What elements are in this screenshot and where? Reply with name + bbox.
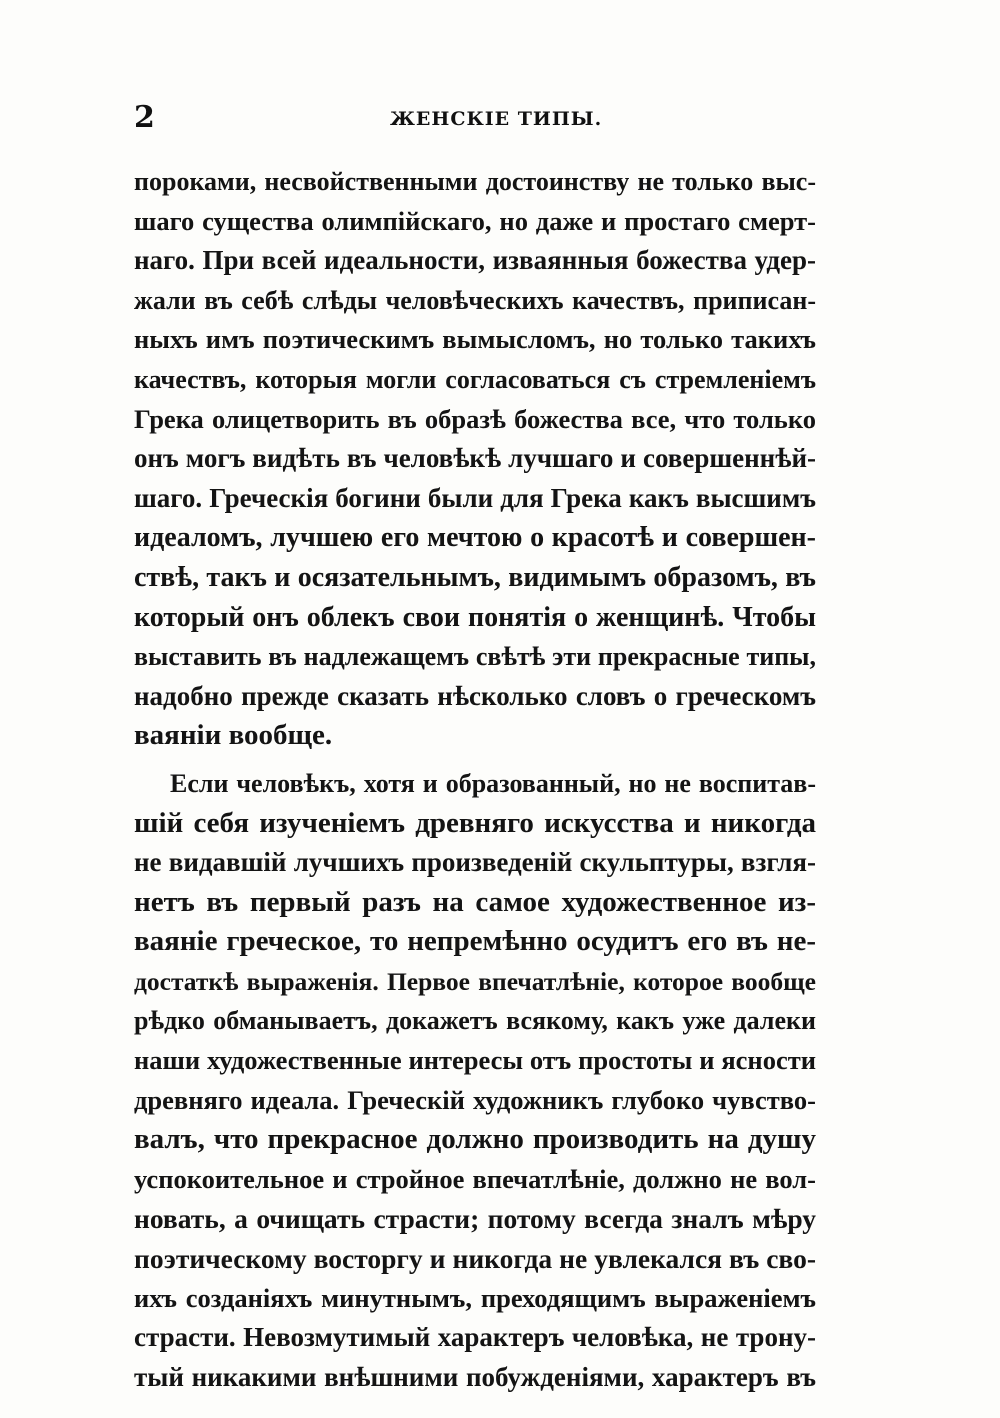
text-line: страсти. Невозмутимый характеръ человѣка, не трону- — [134, 1322, 816, 1353]
text-line: новать, а очищать страсти; потому всегда зналъ мѣру — [134, 1203, 816, 1235]
text-line: Грека олицетворить въ образѣ божества все, что только — [134, 403, 816, 434]
text-line: идеаломъ, лучшею его мечтою о красотѣ и совершен- — [134, 522, 816, 554]
text-line: поэтическому восторгу и никогда не увлекался въ сво- — [134, 1243, 816, 1275]
text-line: шаго. Греческія богини были для Грека какъ высшимъ — [134, 482, 816, 513]
text-line: шаго существа олимпійскаго, но даже и простаго смерт- — [134, 205, 816, 236]
text-line: рѣдко обманываетъ, докажетъ всякому, какъ уже далеки — [134, 1006, 816, 1036]
text-line: Если человѣкъ, хотя и образованный, но не воспитав- — [170, 768, 816, 798]
text-line: надобно прежде сказать нѣсколько словъ о греческомъ — [134, 680, 816, 711]
text-line: валъ, что прекрасное должно производить на душу — [134, 1123, 816, 1156]
text-line: качествъ, которыя могли согласоваться съ стремленіемъ — [134, 364, 816, 394]
text-line: нетъ въ первый разъ на самое художественное из- — [134, 885, 816, 918]
text-line: древняго идеала. Греческій художникъ глубоко чувство- — [134, 1084, 816, 1115]
text-line: шій себя изученіемъ древняго искусства и никогда — [134, 806, 816, 839]
text-line: тый никакими внѣшними побужденіями, характеръ въ — [134, 1361, 816, 1392]
text-line: ваяніи вообще. — [134, 719, 333, 752]
paragraph-gap — [134, 756, 816, 764]
text-line: успокоительное и стройное впечатлѣніе, должно не вол- — [134, 1163, 816, 1194]
text-line: достаткѣ выраженія. Первое впечатлѣніе, которое вообще — [134, 966, 816, 996]
text-line: выставить въ надлежащемъ свѣтѣ эти прекрасные типы, — [134, 642, 816, 672]
text-line: жали въ себѣ слѣды человѣческихъ качествъ, приписан- — [134, 285, 816, 315]
text-line: онъ могъ видѣть въ человѣкѣ лучшаго и совершеннѣй- — [134, 443, 816, 474]
text-line: ваяніе греческое, то непремѣнно осудитъ его въ не- — [134, 925, 816, 958]
body-text — [134, 162, 816, 1397]
page-number: 2 — [134, 100, 155, 135]
text-line: наго. При всей идеальности, изваянныя божества удер- — [134, 245, 816, 276]
text-line: ихъ созданіяхъ минутнымъ, преходящимъ выраженіемъ — [134, 1282, 816, 1313]
text-line: наши художественные интересы отъ простоты и ясности — [134, 1045, 816, 1076]
text-line: не видавшій лучшихъ произведеній скульптуры, взгля- — [134, 847, 816, 878]
text-line: ныхъ имъ поэтическимъ вымысломъ, но только такихъ — [134, 324, 816, 355]
text-line: пороками, несвойственными достоинству не только выс- — [134, 167, 816, 196]
text-line: который онъ облекъ свои понятія о женщинѣ. Чтобы — [134, 601, 816, 633]
paragraph-2 — [134, 764, 816, 1398]
running-title: ЖЕНСКІЕ ТИПЫ. — [390, 108, 603, 130]
paragraph-1 — [134, 162, 816, 756]
text-line: ствѣ, такъ и осязательнымъ, видимымъ образомъ, въ — [134, 561, 816, 593]
running-head — [134, 100, 814, 140]
